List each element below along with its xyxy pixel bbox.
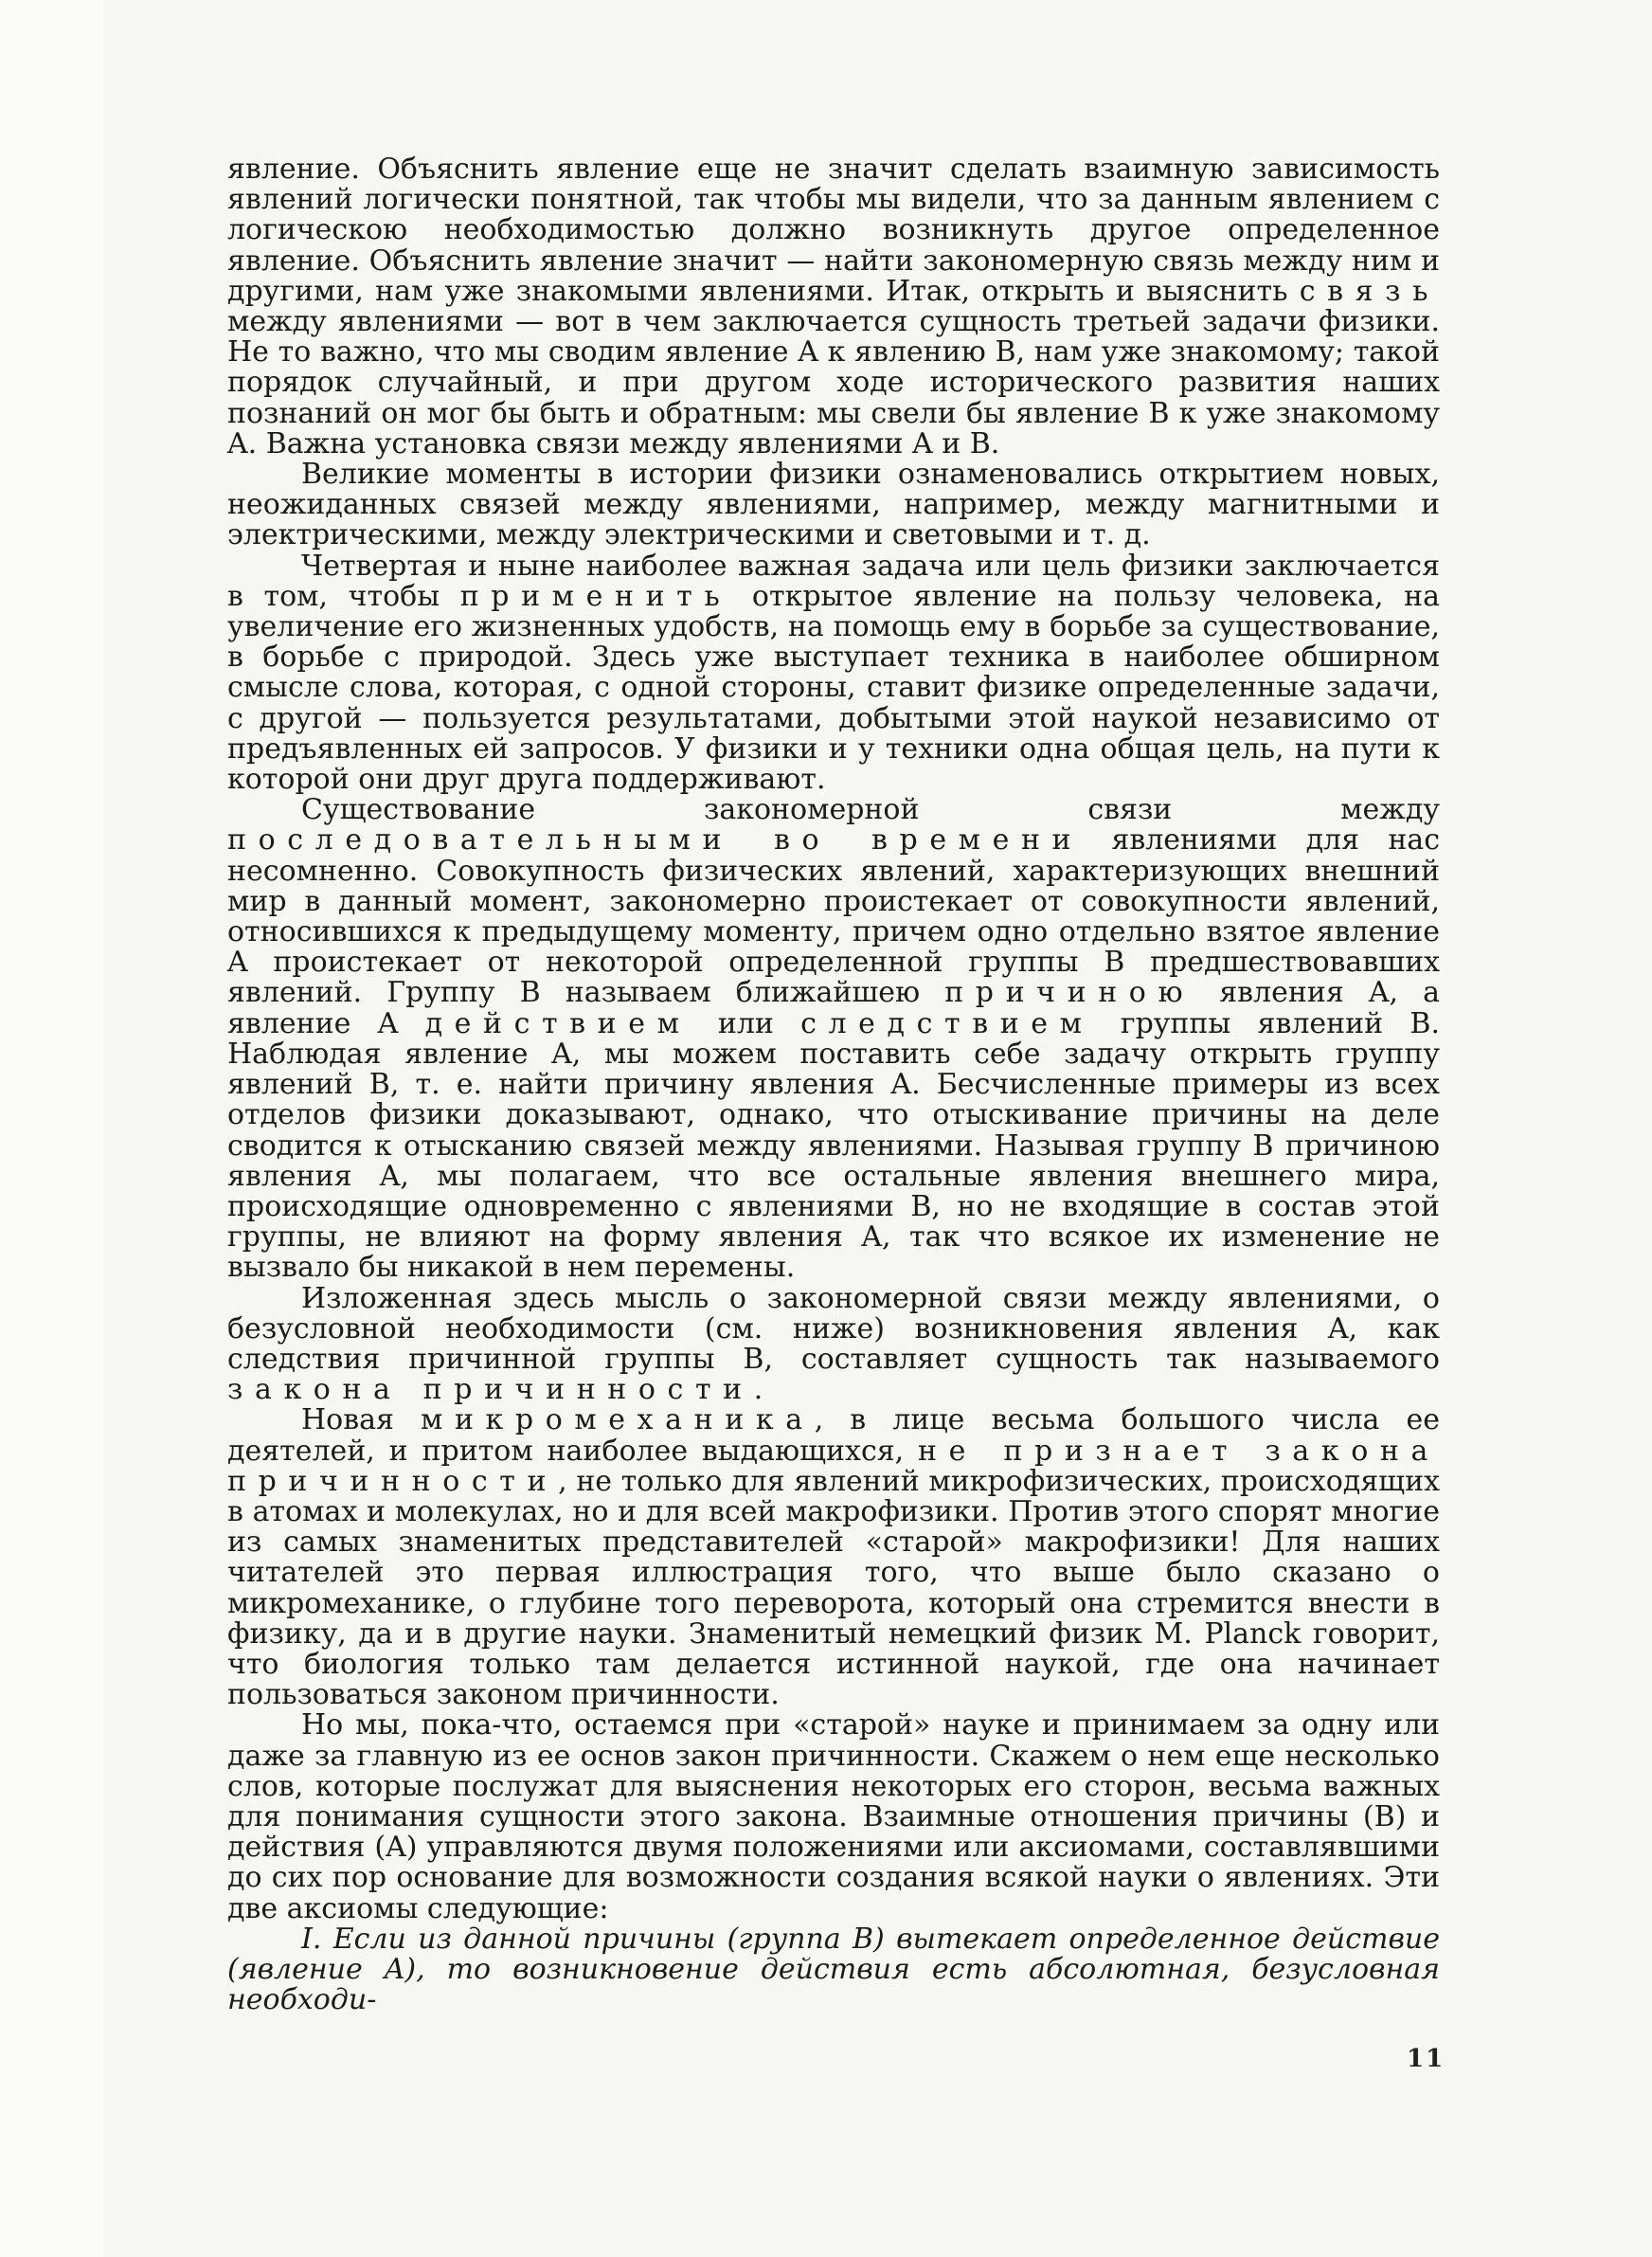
text-run: группы явлений B. Наблюдая явление A, мы можем поставить себе задачу открыть группу явлений B, т. е. найти причину явления A. Бесчисленные примеры из всех отделов физики доказывают, однако, что отыскивание причины на деле сводится к отысканию связей между явлениями. Называя группу B причиною явления A, мы полагаем, что все остальные явления внешнего мира, происходящие одновременно с явлениями B, но не входящие в состав этой группы, не влияют на форму явления A, так что всякое их изменение не вызвало бы никакой в нем перемены. bbox=[227, 1006, 1440, 1285]
text-run: , не только для явлений микрофизических, происходящих в атомах и молекулах, но и для всей макрофизики. Против этого спорят многие из самых знаменитых представителей «старой» макрофизики! Для наших читателей это первая иллюстрация того, что выше было сказано о микромеханике, о глубине того переворота, который она стремится внести в физику, да и в другие науки. Знаменитый немецкий физик M. Planck говорит, что биология только там делается истинной наукой, где она начинает пользоваться законом причинности. bbox=[227, 1464, 1440, 1712]
text-run: Изложенная здесь мысль о закономерной связи между явлениями, о безусловной необходимости (см. ниже) возникновения явления A, как следствия причинной группы B, составляет сущность так называемого bbox=[227, 1281, 1440, 1376]
text-run: Четвертая и ныне наиболее важная задача или цель физики заключается в том, чтобы bbox=[227, 549, 1440, 613]
scan-margin bbox=[0, 0, 104, 2257]
spaced-emphasis: применить bbox=[459, 579, 732, 613]
paragraph bbox=[227, 154, 1440, 460]
text-run: явления A, а явление A bbox=[227, 976, 1440, 1040]
text-run: Великие моменты в истории физики ознаменовались открытием новых, неожиданных связей между явлениями, например, между магнитными и электрическими, между электрическими и световыми и т. д. bbox=[227, 458, 1440, 552]
text-run: явление. Объяснить явление еще не значит сделать взаимную зависимость явлений логически понятной, так чтобы мы видели, что за данным явлением с логическою необходимостью должно возникнуть другое определенное явление. Объяснить явление значит — найти закономерную связь между ним и другими, нам уже знакомыми явлениями. Итак, открыть и выяснить bbox=[227, 153, 1440, 308]
page-text bbox=[227, 154, 1440, 2015]
axiom-paragraph bbox=[227, 1924, 1440, 2016]
spaced-emphasis: причиною bbox=[944, 976, 1195, 1010]
paragraph bbox=[227, 1281, 1440, 1407]
spaced-emphasis: последовательными во времени bbox=[227, 823, 1084, 858]
text-run: явлениями для нас несомненно. Совокупность физических явлений, характеризующих внешний мир в данный момент, закономерно проистекает от совокупности явлений, относившихся к предыдущему моменту, причем одно отдельно взятое явление A проистекает от некоторой определенной группы B предшествовавших явлений. Группу B называем ближайшею bbox=[227, 823, 1440, 1010]
spaced-emphasis: связь bbox=[1299, 274, 1440, 308]
spaced-emphasis: микромеханика bbox=[421, 1403, 815, 1437]
text-run: Новая bbox=[301, 1403, 422, 1437]
spaced-emphasis: действием bbox=[424, 1006, 691, 1040]
text-run: Но мы, пока-что, остаемся при «старой» науке и принимаем за одну или даже за главную из ее основ закон причинности. Скажем о нем еще несколько слов, которые послужат для выяснения некоторых его сторон, весьма важных для понимания сущности этого закона. Взаимные отношения причины (B) и действия (A) управляются двумя положениями или аксиомами, составлявшими до сих пор основание для возможности создания всякой науки о явлениях. Эти две аксиомы следующие: bbox=[227, 1708, 1440, 1925]
paragraph bbox=[227, 795, 1440, 1283]
text-run: или bbox=[691, 1006, 801, 1040]
text-run: открытое явление на пользу человека, на увеличение его жизненных удобств, на помощь ему в борьбе за существование, в борьбе с природой. Здесь уже выступает техника в наиболее обширном смысле слова, которая, с одной стороны, ставит физике определенные задачи, с другой — пользуется результатами, добытыми этой наукой независимо от предъявленных ей запросов. У физики и у техники одна общая цель, на пути к которой они друг друга поддерживают. bbox=[227, 579, 1440, 797]
text-run: Существование закономерной связи между bbox=[301, 793, 1440, 827]
spaced-emphasis: следствием bbox=[800, 1006, 1094, 1040]
paragraph bbox=[227, 1405, 1440, 1710]
page-number: 11 bbox=[1407, 2045, 1446, 2073]
text-run: , в лице весьма большого числа ее деятелей, и притом наиболее выдающихся, bbox=[227, 1403, 1440, 1468]
spaced-emphasis: закона причинности bbox=[227, 1373, 754, 1407]
text-run: между явлениями — вот в чем заключается сущность третьей задачи физики. Не то важно, что мы сводим явление A к явлению B, нам уже знакомому; такой порядок случайный, и при другом ходе исторического развития наших познаний он мог бы быть и обратным: мы свели бы явление B к уже знакомому A. Важна установка связи между явлениями A и B. bbox=[227, 305, 1440, 460]
paragraph bbox=[227, 1710, 1440, 1923]
text-run: I. Если из данной причины (группа B) вытекает определенное действие (явление A), то возникновение действия есть абсолютная, безусловная необходи- bbox=[227, 1922, 1440, 2017]
paragraph bbox=[227, 551, 1440, 796]
spaced-emphasis: не признает закона причинности bbox=[227, 1434, 1440, 1498]
paragraph bbox=[227, 460, 1440, 551]
text-run: . bbox=[753, 1373, 763, 1407]
